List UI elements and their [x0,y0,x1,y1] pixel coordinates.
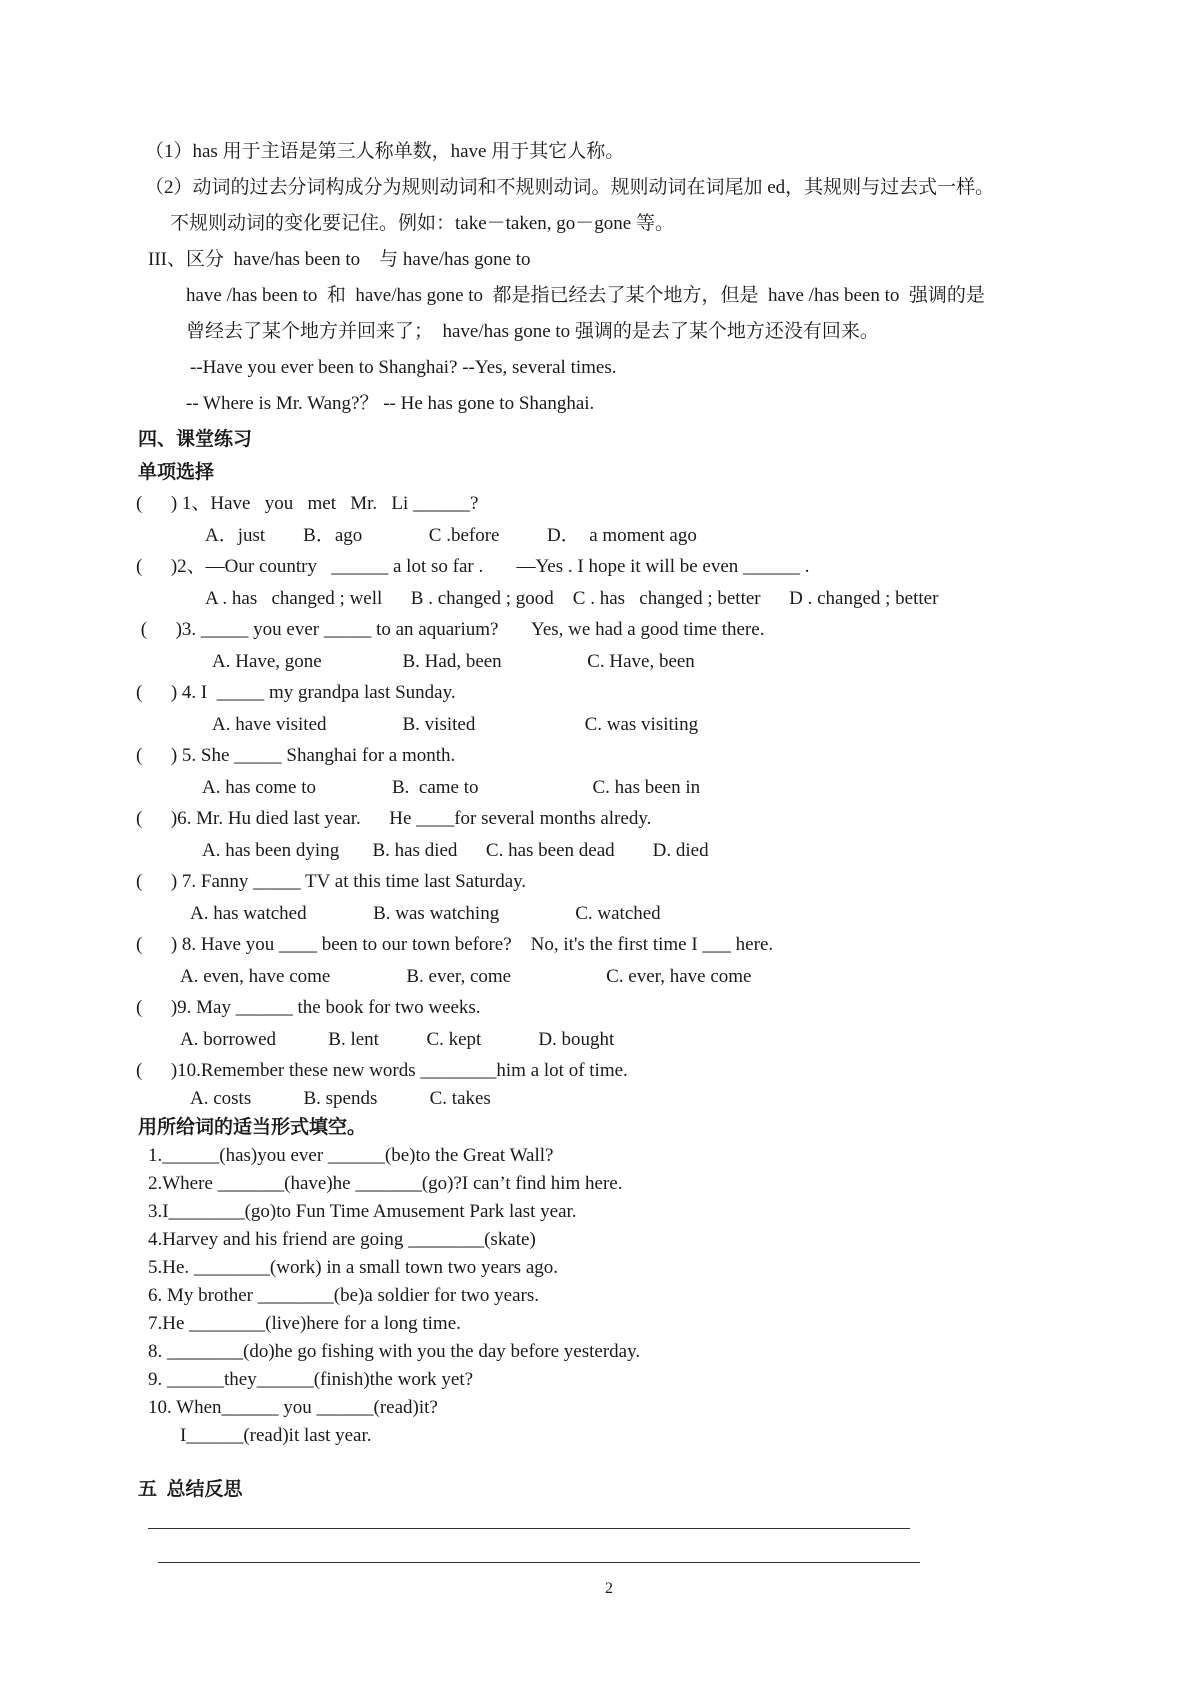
fill-item-1: 1.______(has)you ever ______(be)to the Great Wall? [148,1145,554,1166]
example-dialogue-1: --Have you ever been to Shanghai? --Yes, several times. [190,357,617,378]
page-number: 2 [605,1580,613,1597]
example-dialogue-2: -- Where is Mr. Wang?？ -- He has gone to Shanghai. [186,393,595,414]
note-2-line-1: （2）动词的过去分词构成分为规则动词和不规则动词。规则动词在词尾加 ed，其规则与过去式一样。 [145,177,995,198]
question-8: ( ) 8. Have you ____ been to our town before? No, it's the first time I ___ here. [136,934,774,955]
fill-item-3: 3.I________(go)to Fun Time Amusement Park last year. [148,1201,577,1222]
question-5-options: A. has come to B. came to C. has been in [202,777,701,798]
fill-item-10: 10. When______ you ______(read)it? [148,1397,438,1418]
fill-item-7: 7.He ________(live)here for a long time. [148,1313,461,1334]
question-1-options: A．just B．ago C .before D． a moment ago [205,525,697,546]
question-2-options: A . has changed ; well B . changed ; good C . has changed ; better D . changed ; better [205,588,939,609]
question-3-options: A. Have, gone B. Had, been C. Have, been [212,651,695,672]
fill-item-5: 5.He. ________(work) in a small town two years ago. [148,1257,559,1278]
question-2: ( )2、—Our country ______ a lot so far . —Yes . I hope it will be even ______ . [136,556,810,577]
distinguish-paragraph-line-2: 曾经去了某个地方并回来了； have/has gone to 强调的是去了某个地方还没有回来。 [186,321,879,342]
heading-distinguish: III、区分 have/has been to 与 have/has gone to [148,249,531,270]
question-10-options: A. costs B. spends C. takes [190,1088,491,1109]
distinguish-paragraph-line-1: have /has been to 和 have/has gone to 都是指已经去了某个地方，但是 have /has been to 强调的是 [186,285,985,306]
question-7-options: A. has watched B. was watching C. watched [190,903,661,924]
fill-item-4: 4.Harvey and his friend are going ________(skate) [148,1229,536,1250]
question-10: ( )10.Remember these new words ________him a lot of time. [136,1060,628,1081]
section-5-title: 五 总结反思 [138,1479,243,1500]
question-6-options: A. has been dying B. has died C. has been dead D. died [202,840,709,861]
question-4-options: A. have visited B. visited C. was visiting [212,714,699,735]
question-5: ( ) 5. She _____ Shanghai for a month. [136,745,456,766]
fill-item-8: 8. ________(do)he go fishing with you the day before yesterday. [148,1341,641,1362]
note-2-line-2: 不规则动词的变化要记住。例如：take－taken, go－gone 等。 [170,213,674,234]
question-8-options: A. even, have come B. ever, come C. ever, have come [180,966,752,987]
question-7: ( ) 7. Fanny _____ TV at this time last Saturday. [136,871,527,892]
question-1: ( ) 1、Have you met Mr. Li ______? [136,493,479,514]
reflection-line-1 [148,1528,910,1529]
section-4-title: 四、课堂练习 [138,429,253,450]
reflection-line-2 [158,1562,920,1563]
fill-item-9: 9. ______they______(finish)the work yet? [148,1369,474,1390]
question-9: ( )9. May ______ the book for two weeks. [136,997,481,1018]
question-9-options: A. borrowed B. lent C. kept D. bought [180,1029,615,1050]
note-1: （1）has 用于主语是第三人称单数，have 用于其它人称。 [145,141,625,162]
question-6: ( )6. Mr. Hu died last year. He ____for several months alredy. [136,808,652,829]
fill-item-2: 2.Where _______(have)he _______(go)?I can’t find him here. [148,1173,623,1194]
question-3: ( )3. _____ you ever _____ to an aquarium? Yes, we had a good time there. [136,619,765,640]
fill-item-6: 6. My brother ________(be)a soldier for two years. [148,1285,539,1306]
question-4: ( ) 4. I _____ my grandpa last Sunday. [136,682,456,703]
multiple-choice-subtitle: 单项选择 [138,462,215,483]
fill-item-10-answer: I______(read)it last year. [180,1425,372,1446]
fill-in-title: 用所给词的适当形式填空。 [138,1117,367,1138]
